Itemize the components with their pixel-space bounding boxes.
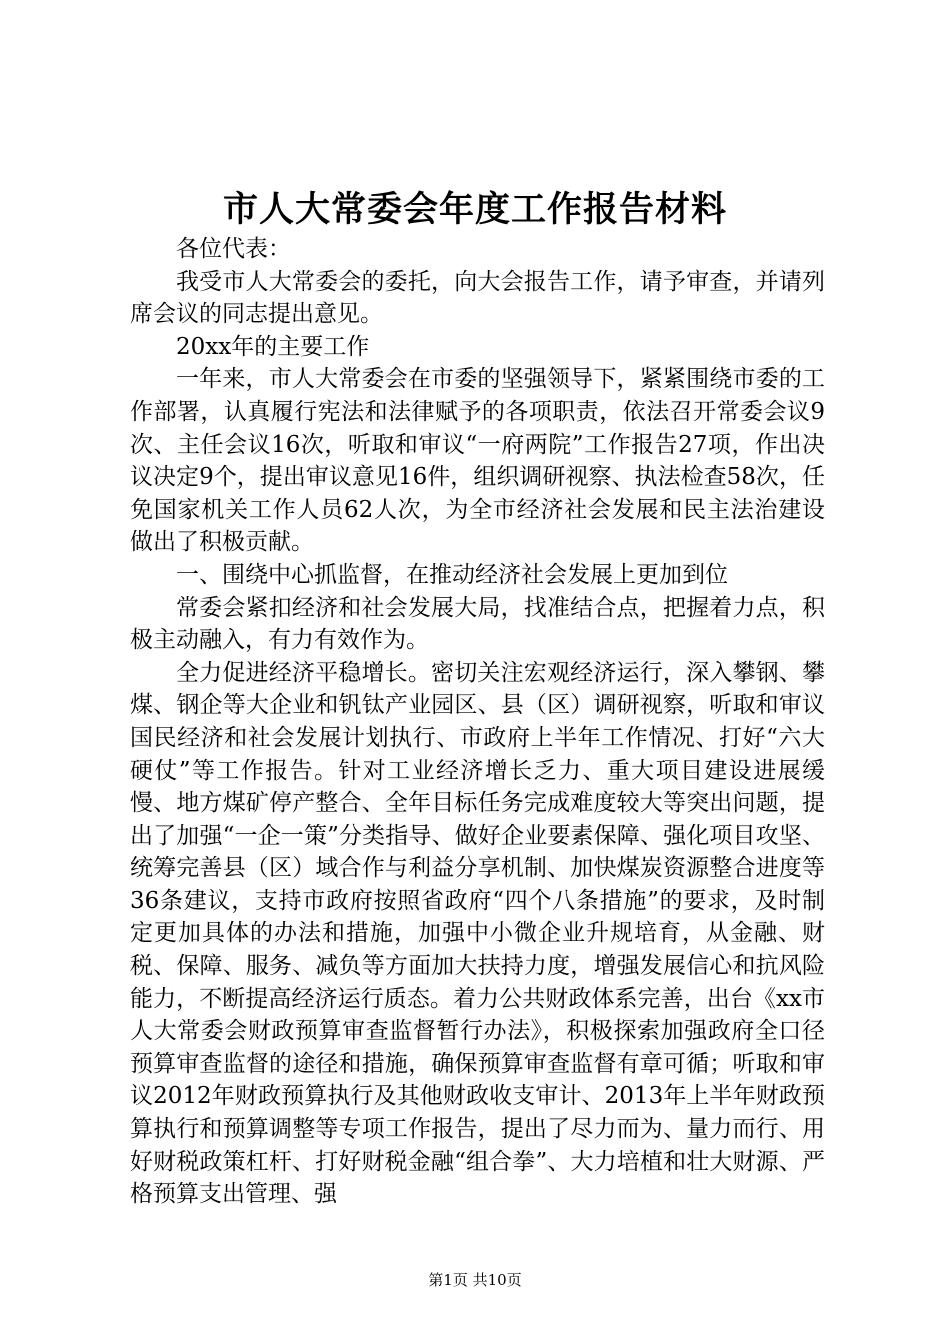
section-heading-main-work: 20xx年的主要工作 [176,333,370,360]
document-title: 市人大常委会年度工作报告材料 [222,189,727,230]
section-heading-one: 一、围绕中心抓监督，在推动经济社会发展上更加到位 [176,561,728,588]
salutation: 各位代表： [176,236,291,262]
paragraph-intro: 我受市人大常委会的委托，向大会报告工作，请予审查，并请列席会议的同志提出意见。 [130,268,825,328]
document-body [130,233,825,1211]
paragraph-summary: 一年来，市人大常委会在市委的坚强领导下，紧紧围绕市委的工作部署，认真履行宪法和法律赋予的各项职责，依法召开常委会议9次、主任会议16次，听取和审议“一府两院”工作报告27项，作出决议决定9个，提出审议意见16件，组织调研视察、执法检查58次，任免国家机关工作人员62人次，为全市经济社会发展和民主法治建设做出了积极贡献。 [130,366,825,556]
paragraph-economic-growth: 全力促进经济平稳增长。密切关注宏观经济运行，深入攀钢、攀煤、钢企等大企业和钒钛产业园区、县（区）调研视察，听取和审议国民经济和社会发展计划执行、市政府上半年工作情况、打好“六大硬仗”等工作报告。针对工业经济增长乏力、重大项目建设进展缓慢、地方煤矿停产整合、全年目标任务完成难度较大等突出问题，提出了加强“一企一策”分类指导、做好企业要素保障、强化项目攻坚、统筹完善县（区）域合作与利益分享机制、加快煤炭资源整合进度等36条建议，支持市政府按照省政府“四个八条措施”的要求，及时制定更加具体的办法和措施，加强中小微企业升规培育，从金融、财税、保障、服务、减负等方面加大扶持力度，增强发展信心和抗风险能力，不断提高经济运行质态。着力公共财政体系完善，出台《xx市人大常委会财政预算审查监督暂行办法》，积极探索加强政府全口径预算审查监督的途径和措施，确保预算审查监督有章可循；听取和审议2012年财政预算执行及其他财政收支审计、2013年上半年财政预算执行和预算调整等专项工作报告，提出了尽力而为、量力而行、用好财税政策杠杆、打好财税金融“组合拳”、大力培植和壮大财源、严格预算支出管理、强 [130,659,825,1208]
paragraph-section-one-intro: 常委会紧扣经济和社会发展大局，找准结合点，把握着力点，积极主动融入，有力有效作为。 [130,594,825,654]
page-number-footer: 第1页 共10页 [428,1271,522,1289]
